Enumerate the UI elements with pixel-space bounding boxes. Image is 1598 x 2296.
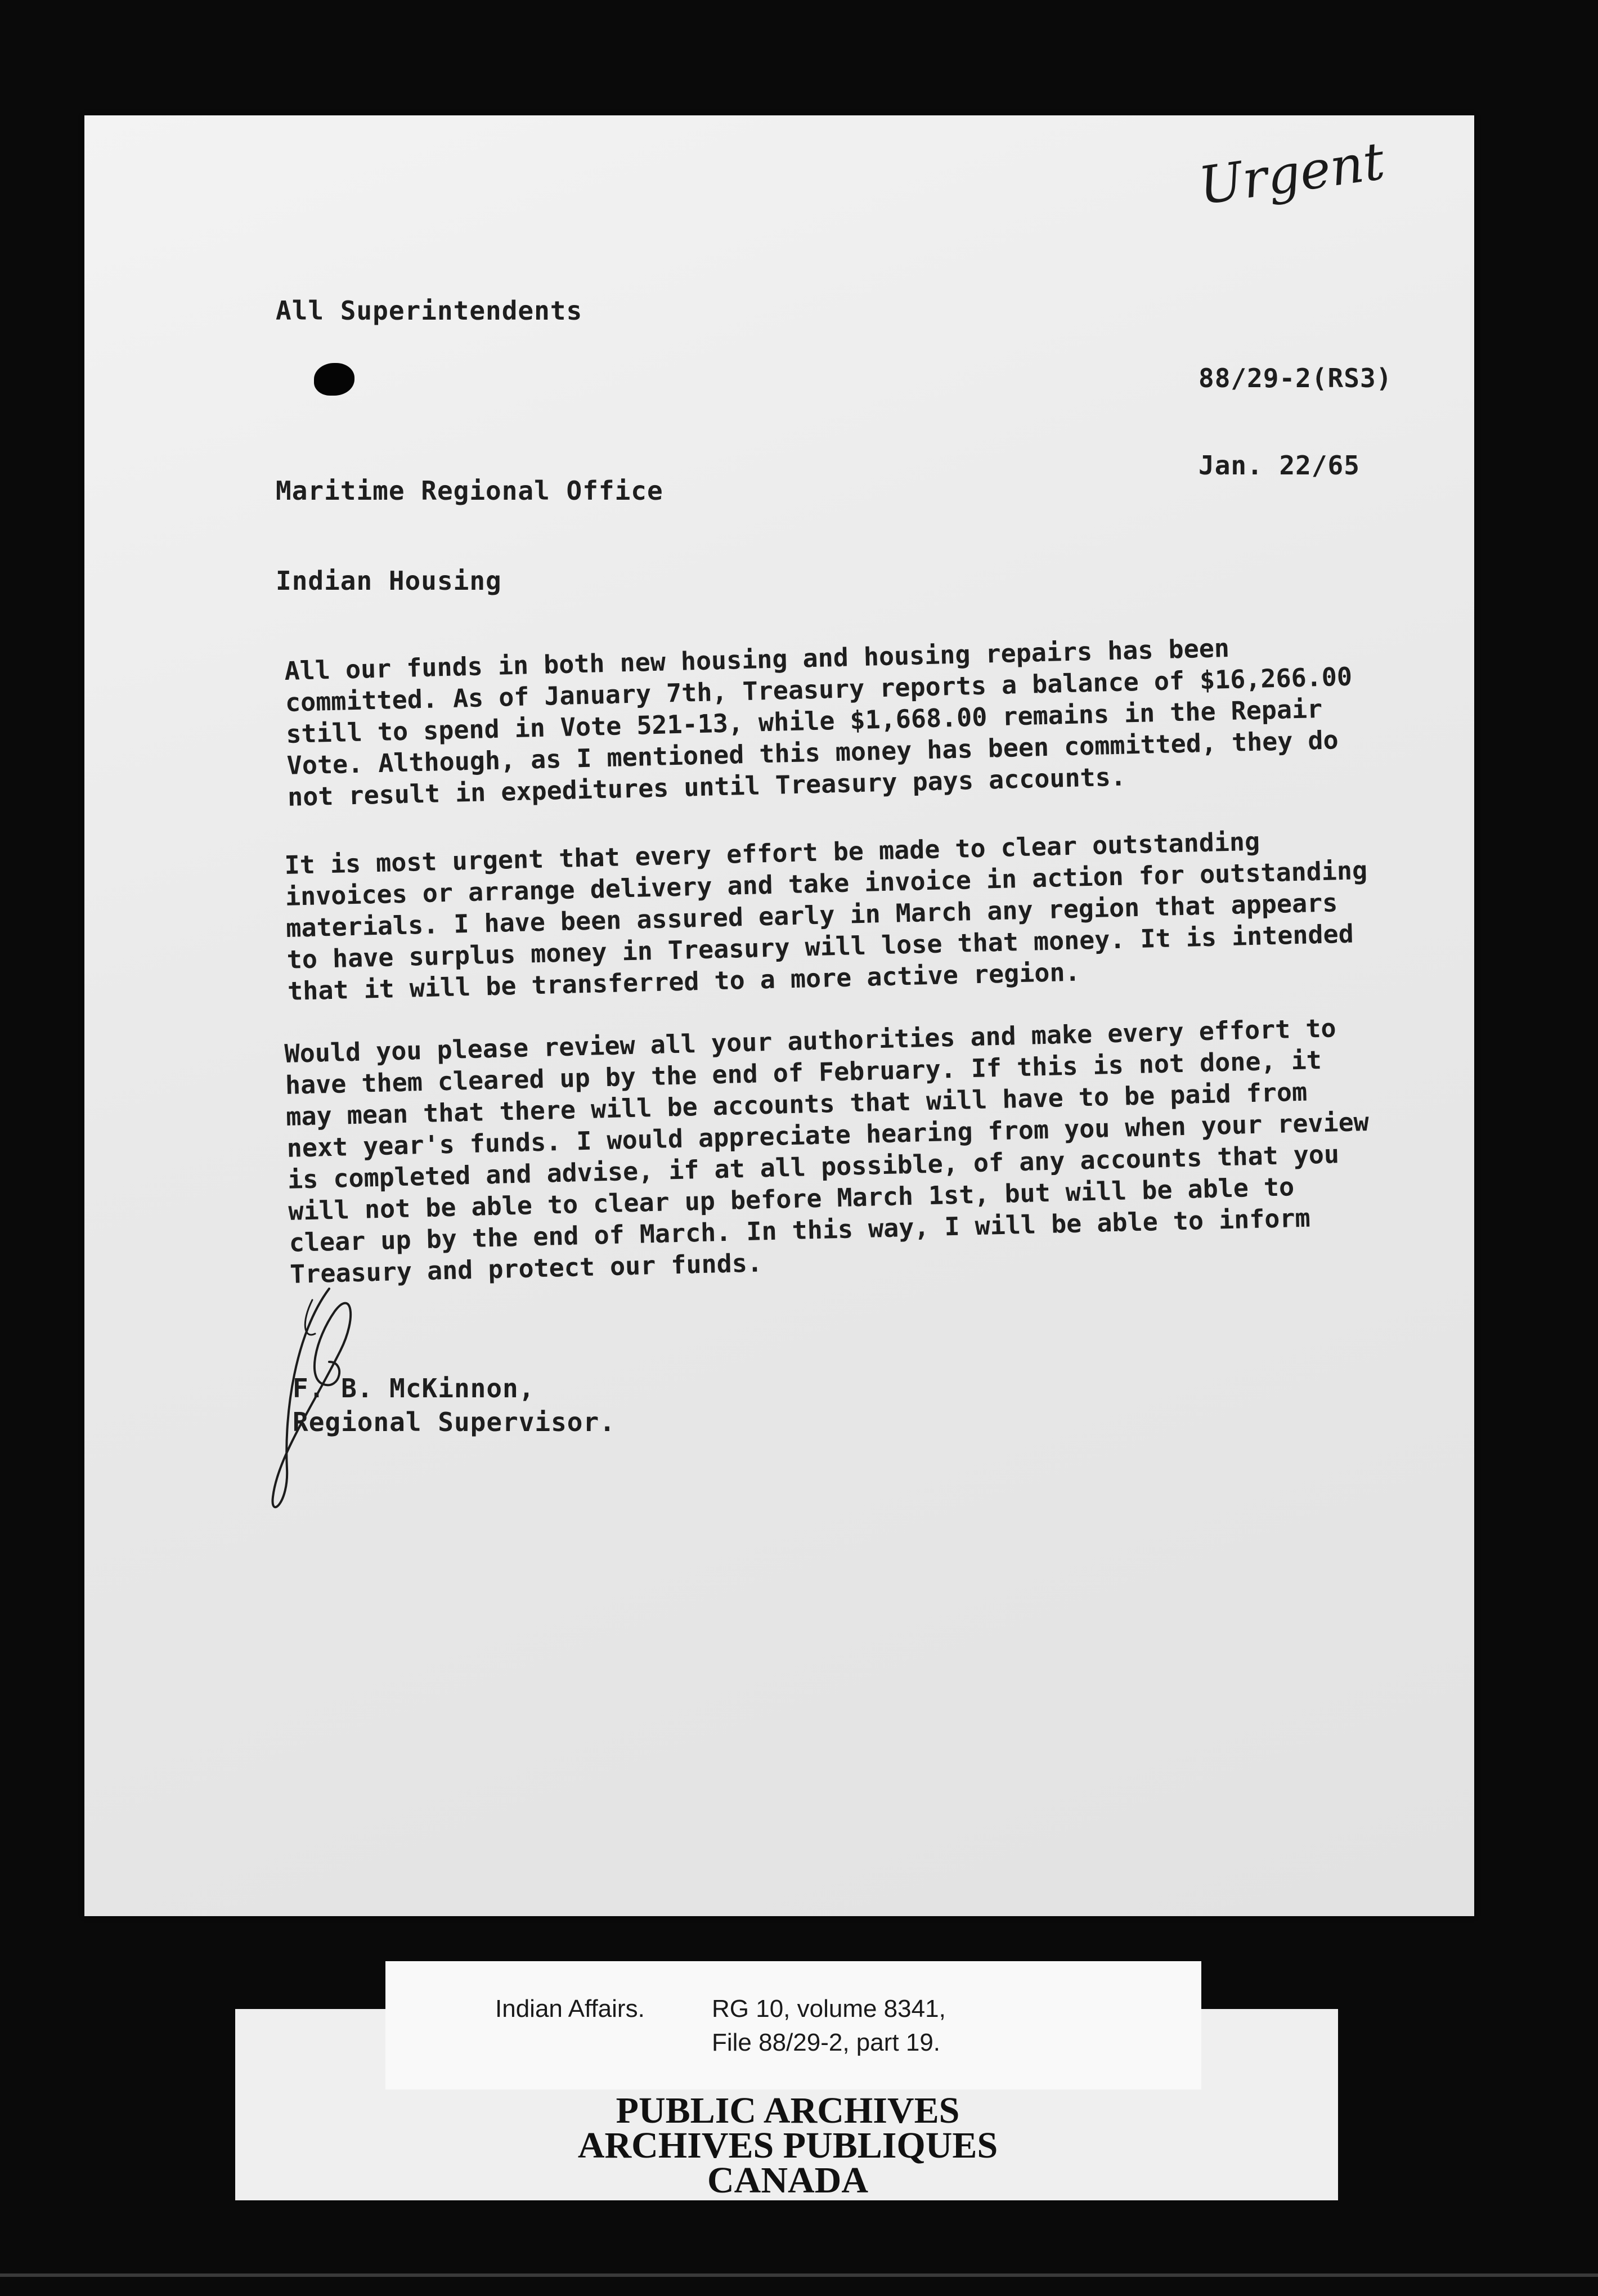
signer-title: Regional Supervisor. — [293, 1407, 616, 1437]
archive-collection: Indian Affairs. — [495, 1995, 645, 2023]
addressee-line: All Superintendents — [276, 295, 583, 326]
file-reference: 88/29-2(RS3) — [1198, 363, 1393, 393]
film-edge — [0, 2273, 1598, 2277]
archive-stamp — [535, 2090, 1041, 2201]
archive-stamp-line-3: CANADA — [707, 2160, 868, 2201]
punch-hole — [314, 363, 354, 396]
body-paragraph-2: It is most urgent that every effort be made to clear outstanding invoices or arrange delivery and take invoice in action for outstanding materials. I have been assured early in March any region that appears to have surplus money in Treasury will lose that money. It is intended that it will be transferred to a more active region. — [284, 826, 1368, 1006]
archive-reference-strip — [385, 1961, 1201, 2089]
signer-name: F. B. McKinnon, — [293, 1373, 535, 1403]
archive-reference-volume: RG 10, volume 8341, — [712, 1995, 946, 2023]
archive-stamp-line-1: PUBLIC ARCHIVES — [616, 2090, 960, 2131]
archive-stamp-line-2: ARCHIVES PUBLIQUES — [577, 2125, 998, 2166]
archive-reference-file: File 88/29-2, part 19. — [712, 2029, 941, 2056]
letter-date: Jan. 22/65 — [1198, 450, 1360, 481]
sender-office: Maritime Regional Office — [276, 476, 663, 506]
handwritten-urgent-note: Urgent — [1195, 131, 1388, 217]
body-paragraph-1: All our funds in both new housing and housing repairs has been committed. As of January 7th, Treasury reports a balance of $16,266.00 still to spend in Vote 521-13, while $1,668.00 remains in the Repair Vote. Although, as I mentioned this money has been committed, they do not result in expeditures until Treasury pays accounts. — [284, 633, 1353, 812]
body-paragraph-3: Would you please review all your authorities and make every effort to have them cleared up by the end of February. If this is not done, it may mean that there will be accounts that will have to be paid from next year's funds. I would appreciate hearing from you when your review is completed and advise, if at all possible, of any accounts that you will not be able to clear up before March 1st, but will be able to clear up by the end of March. In this way, I will be able to inform Treasury and protect our funds. — [284, 1013, 1370, 1289]
subject-line: Indian Housing — [276, 566, 502, 596]
